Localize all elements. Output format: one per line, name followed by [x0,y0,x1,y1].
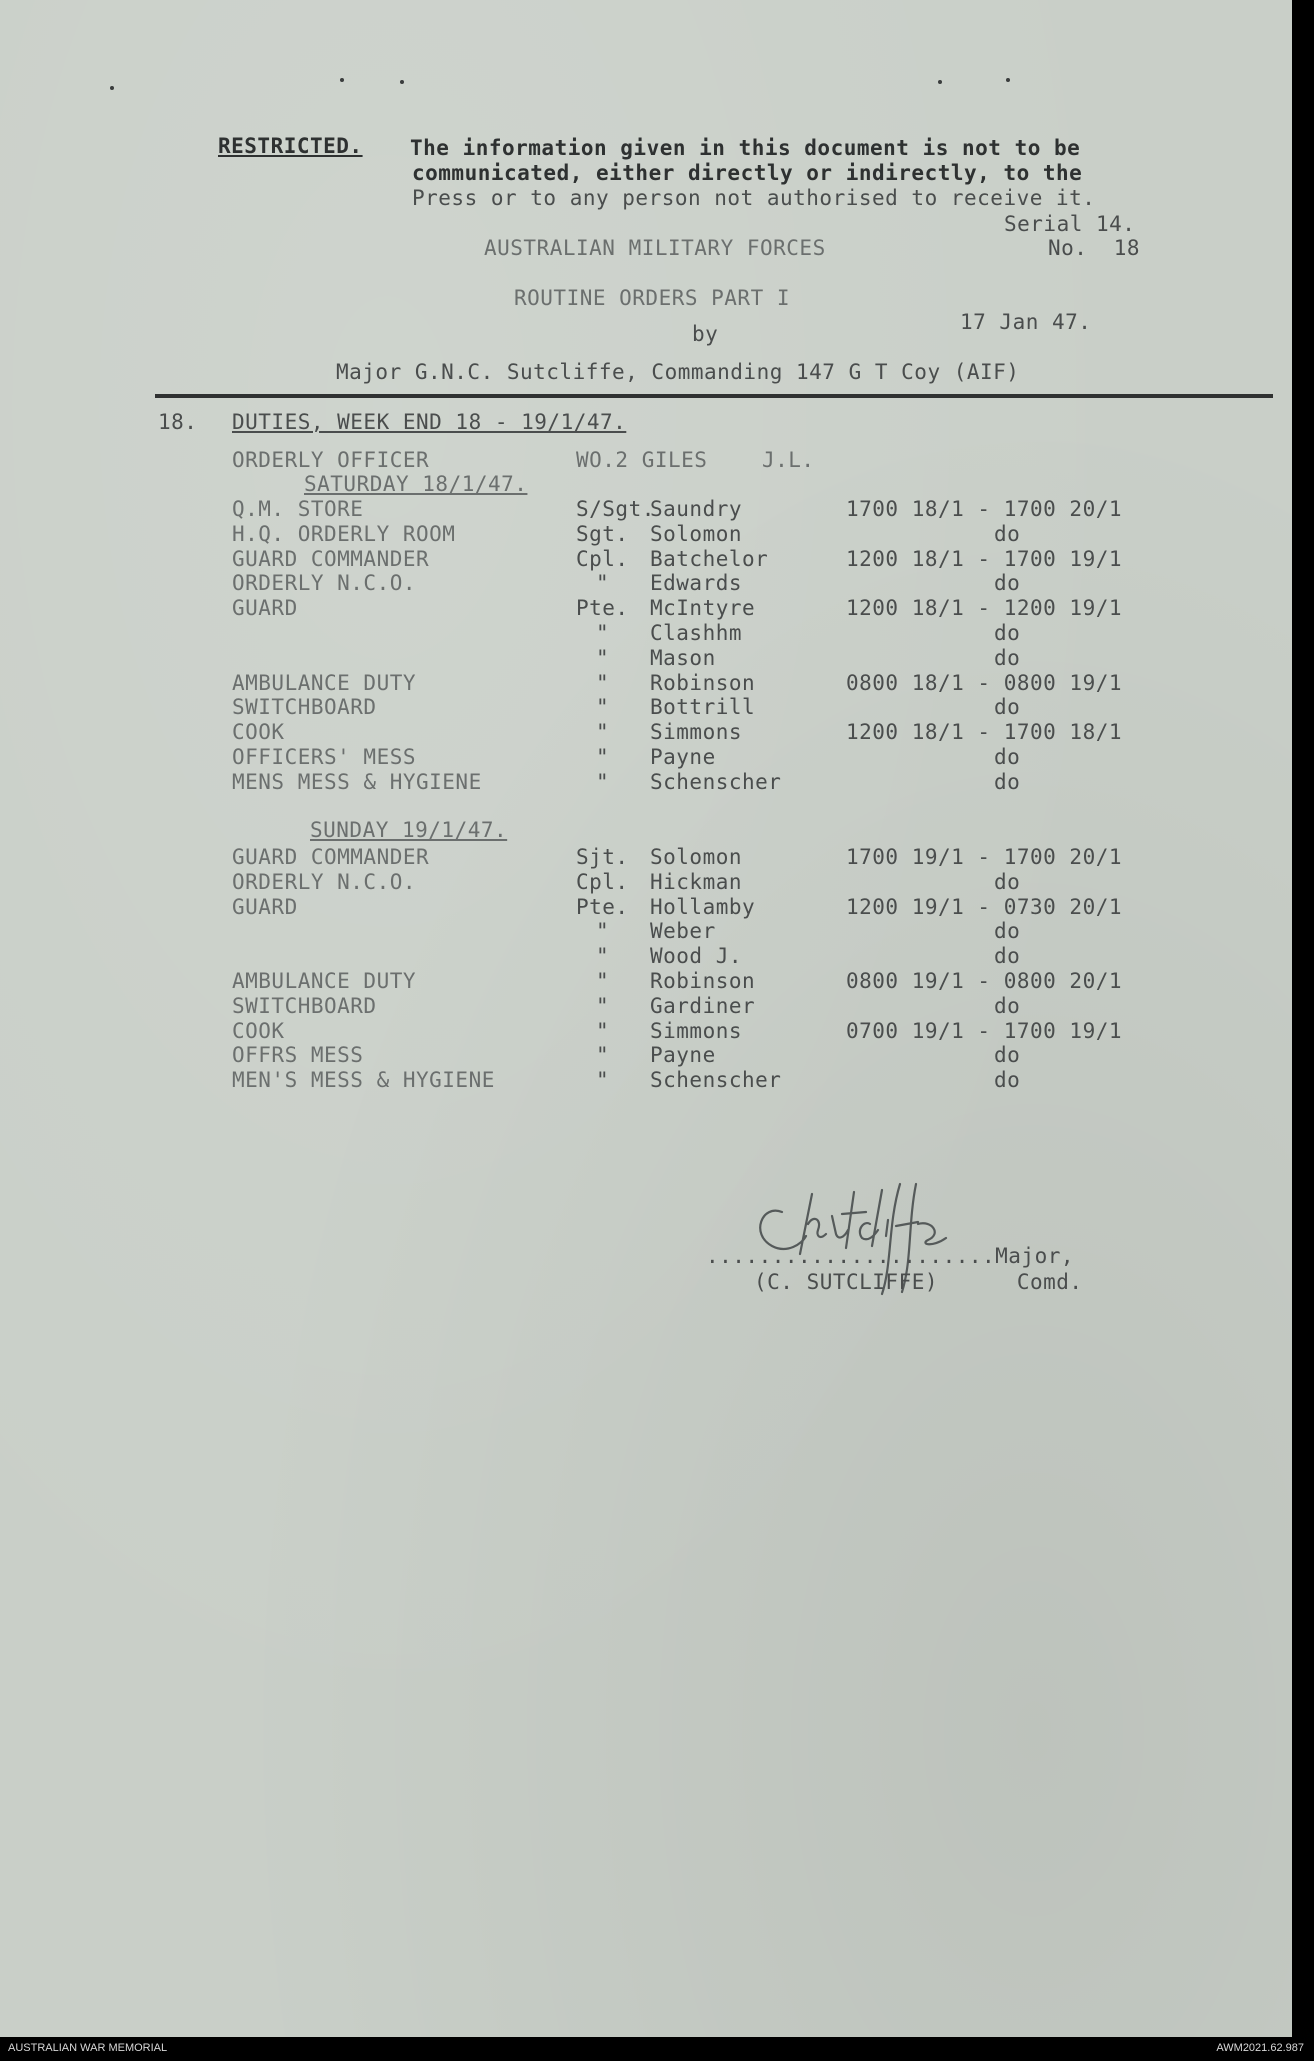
person-name: Solomon [650,845,743,869]
duty-name: ORDERLY N.C.O. [232,571,417,596]
rank: Sgt. [576,521,629,546]
rank: Pte. [576,596,629,621]
order-number: No. 18 [1048,236,1141,260]
archive-credit: AUSTRALIAN WAR MEMORIAL [8,2042,168,2054]
duty-name: GUARD [232,596,298,621]
by-label: by [692,322,719,346]
person-name: Simmons [650,720,743,745]
notice-line-3: Press or to any person not authorised to receive it. [412,186,1096,210]
duty-time: 1700 19/1 - 1700 20/1 [846,845,1123,869]
duty-time: do [994,645,1021,670]
person-name: Clashhm [650,621,743,645]
person-name: Hickman [650,869,743,894]
duty-time: 1200 18/1 - 1700 18/1 [846,720,1123,745]
duty-name: AMBULANCE DUTY [232,969,417,993]
forces-heading: AUSTRALIAN MILITARY FORCES [484,236,826,260]
restricted-label: RESTRICTED. [218,134,363,158]
person-name: Schenscher [650,769,782,794]
duty-time: 1700 18/1 - 1700 20/1 [846,497,1123,521]
person-name: Edwards [650,571,743,596]
rank: S/Sgt. [576,497,655,521]
duty-name: OFFICERS' MESS [232,745,417,769]
person-name: Robinson [650,969,756,993]
signatory-name: (C. SUTCLIFFE) Comd. [754,1270,1083,1294]
person-name: Hollamby [650,894,756,919]
duty-name: ORDERLY N.C.O. [232,869,417,894]
person-name: Simmons [650,1018,743,1043]
duty-name: Q.M. STORE [232,497,364,521]
rank: " [596,1068,610,1093]
speck [340,78,344,82]
person-name: Payne [650,745,716,769]
duty-time: do [994,919,1021,944]
person-name: Gardiner [650,993,756,1018]
sunday-heading: SUNDAY 19/1/47. [310,818,508,842]
rank: " [596,993,610,1018]
duty-name: COOK [232,720,285,745]
person-name: Schenscher [650,1068,782,1093]
rank: " [596,745,610,769]
person-name: Robinson [650,670,756,695]
rank: " [596,919,610,944]
orders-title: ROUTINE ORDERS PART I [514,286,791,310]
orderly-officer-rank: WO.2 GILES [576,448,708,472]
orderly-officer-label: ORDERLY OFFICER [232,448,430,472]
duty-time: 1200 18/1 - 1200 19/1 [846,596,1123,621]
person-name: Solomon [650,521,743,546]
rank: Cpl. [576,546,629,571]
issuer-line: Major G.N.C. Sutcliffe, Commanding 147 G T Coy (AIF) [336,360,1020,384]
rank: " [596,695,610,720]
speck [938,80,942,84]
duty-time: do [994,1068,1021,1093]
duty-name: H.Q. ORDERLY ROOM [232,521,456,546]
person-name: Batchelor [650,546,769,571]
duty-time: do [994,869,1021,894]
duty-name: MENS MESS & HYGIENE [232,769,482,794]
rank: " [596,720,610,745]
rank: " [596,944,610,969]
rank: " [596,571,610,596]
duty-time: do [994,993,1021,1018]
archive-reference: AWM2021.62.987 [1216,2042,1304,2054]
person-name: Wood J. [650,944,743,969]
rank: Pte. [576,894,629,919]
speck [110,86,114,90]
person-name: McIntyre [650,596,756,621]
person-name: Mason [650,645,716,670]
orderly-officer-initials: J.L. [762,448,815,472]
duty-name: GUARD [232,894,298,919]
duty-time: do [994,521,1021,546]
person-name: Saundry [650,497,743,521]
duty-name: OFFRS MESS [232,1043,364,1068]
duty-time: do [994,1043,1021,1068]
section-number: 18. [158,410,198,434]
rank: " [596,969,610,993]
duty-time: 0700 19/1 - 1700 19/1 [846,1018,1123,1043]
section-heading: DUTIES, WEEK END 18 - 19/1/47. [232,410,627,434]
duty-time: do [994,571,1021,596]
duty-time: do [994,769,1021,794]
duty-name: GUARD COMMANDER [232,845,430,869]
person-name: Bottrill [650,695,756,720]
rank: " [596,645,610,670]
speck [400,80,404,84]
duty-time: 0800 19/1 - 0800 20/1 [846,969,1123,993]
person-name: Payne [650,1043,716,1068]
rank: " [596,621,610,645]
rank: " [596,1018,610,1043]
header-rule [155,394,1273,398]
serial-number: Serial 14. [1004,212,1136,236]
rank: Sjt. [576,845,629,869]
rank: " [596,1043,610,1068]
duty-name: AMBULANCE DUTY [232,670,417,695]
person-name: Weber [650,919,716,944]
rank: " [596,769,610,794]
saturday-heading: SATURDAY 18/1/47. [304,472,528,496]
duty-time: 0800 18/1 - 0800 19/1 [846,670,1123,695]
duty-name: GUARD COMMANDER [232,546,430,571]
rank: Cpl. [576,869,629,894]
speck [1006,78,1010,82]
duty-time: do [994,621,1021,645]
notice-line-1: The information given in this document is not to be [410,136,1081,160]
duty-name: SWITCHBOARD [232,993,377,1018]
duty-time: do [994,695,1021,720]
rank: " [596,670,610,695]
signature-line: ......................Major, [706,1244,1075,1268]
duty-time: do [994,944,1021,969]
duty-name: SWITCHBOARD [232,695,377,720]
duty-name: MEN'S MESS & HYGIENE [232,1068,495,1093]
duty-time: 1200 18/1 - 1700 19/1 [846,546,1123,571]
order-date: 17 Jan 47. [960,310,1092,334]
duty-time: 1200 19/1 - 0730 20/1 [846,894,1123,919]
duty-name: COOK [232,1018,285,1043]
notice-line-2: communicated, either directly or indirectly, to the [412,161,1083,185]
duty-time: do [994,745,1021,769]
